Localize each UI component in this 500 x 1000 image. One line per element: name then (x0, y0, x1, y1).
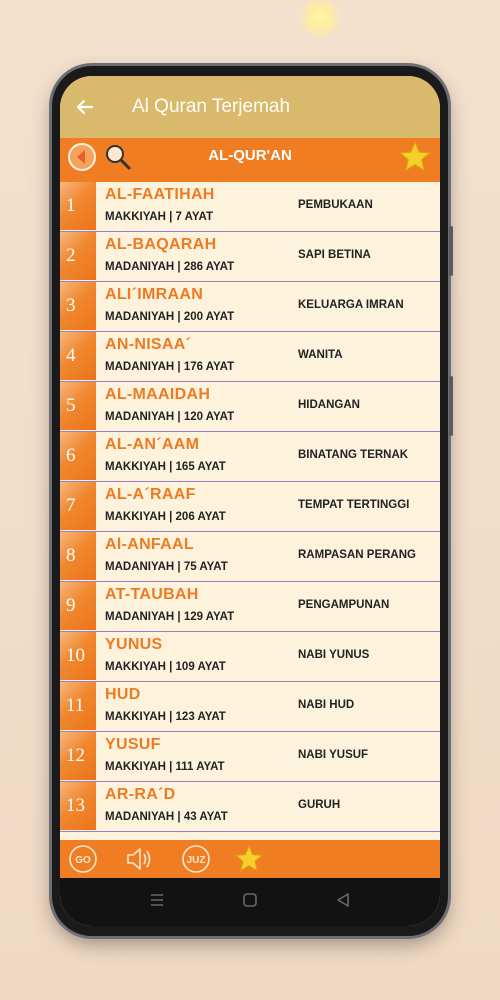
surah-meaning: NABI YUSUF (298, 749, 369, 761)
surah-meaning: SAPI BETINA (298, 249, 371, 261)
surah-meaning: TEMPAT TERTINGGI (298, 499, 410, 511)
surah-row[interactable] (60, 582, 440, 632)
surah-row[interactable] (60, 632, 440, 682)
surah-meaning: NABI HUD (298, 699, 355, 711)
surah-info: MADANIYAH | 200 AYAT (105, 311, 235, 323)
surah-row[interactable] (60, 182, 440, 232)
surah-meaning: HIDANGAN (298, 399, 360, 411)
back-triangle-icon[interactable] (335, 892, 351, 912)
phone-frame (52, 66, 448, 936)
surah-number: 13 (60, 782, 96, 830)
surah-name: AN-NISAA´ (105, 336, 192, 353)
recents-icon[interactable] (149, 892, 165, 912)
surah-name: YUNUS (105, 636, 163, 653)
surah-row[interactable] (60, 232, 440, 282)
screen (60, 76, 440, 926)
speaker-icon[interactable] (124, 844, 156, 874)
surah-info: MAKKIYAH | 111 AYAT (105, 761, 225, 773)
surah-info: MADANIYAH | 43 AYAT (105, 811, 228, 823)
surah-number: 5 (60, 382, 96, 430)
surah-row[interactable] (60, 332, 440, 382)
surah-info: MAKKIYAH | 165 AYAT (105, 461, 226, 473)
juz-label: JUZ (186, 855, 206, 866)
surah-name: HUD (105, 686, 141, 703)
surah-number: 10 (60, 632, 96, 680)
surah-number: 9 (60, 582, 96, 630)
surah-name: AT-TAUBAH (105, 586, 199, 603)
surah-row[interactable] (60, 532, 440, 582)
surah-name: ALI´IMRAAN (105, 286, 204, 303)
surah-number: 11 (60, 682, 96, 730)
surah-meaning: GURUH (298, 799, 341, 811)
juz-button[interactable] (180, 844, 212, 874)
toolbar (60, 138, 440, 182)
star-icon[interactable] (234, 844, 264, 874)
surah-number: 8 (60, 532, 96, 580)
surah-meaning: KELUARGA IMRAN (298, 299, 404, 311)
surah-row[interactable] (60, 482, 440, 532)
surah-meaning: PENGAMPUNAN (298, 599, 390, 611)
volume-button (449, 226, 453, 276)
app-bar (60, 76, 440, 138)
surah-name: YUSUF (105, 736, 161, 753)
arrow-left-icon[interactable] (72, 94, 98, 120)
surah-info: MADANIYAH | 176 AYAT (105, 361, 235, 373)
surah-number: 7 (60, 482, 96, 530)
surah-meaning: WANITA (298, 349, 343, 361)
surah-list[interactable] (60, 182, 440, 838)
surah-number: 4 (60, 332, 96, 380)
surah-row[interactable] (60, 682, 440, 732)
surah-info: MADANIYAH | 75 AYAT (105, 561, 228, 573)
surah-number: 6 (60, 432, 96, 480)
surah-row[interactable] (60, 282, 440, 332)
surah-meaning: PEMBUKAAN (298, 199, 373, 211)
surah-info: MAKKIYAH | 123 AYAT (105, 711, 226, 723)
surah-info: MADANIYAH | 286 AYAT (105, 261, 235, 273)
surah-name: AL-BAQARAH (105, 236, 217, 253)
toolbar-title: AL-QUR'AN (208, 147, 292, 164)
surah-info: MADANIYAH | 120 AYAT (105, 411, 235, 423)
surah-row[interactable] (60, 732, 440, 782)
star-icon[interactable] (398, 140, 432, 174)
power-button (449, 376, 453, 436)
surah-row[interactable] (60, 432, 440, 482)
surah-row[interactable] (60, 382, 440, 432)
app-title: Al Quran Terjemah (132, 96, 291, 117)
surah-meaning: RAMPASAN PERANG (298, 549, 416, 561)
surah-number: 12 (60, 732, 96, 780)
surah-meaning: BINATANG TERNAK (298, 449, 409, 461)
go-label: GO (75, 855, 91, 866)
surah-info: MADANIYAH | 129 AYAT (105, 611, 235, 623)
surah-number: 1 (60, 182, 96, 230)
surah-name: Al-ANFAAL (105, 536, 194, 553)
surah-row[interactable] (60, 782, 440, 832)
surah-number: 3 (60, 282, 96, 330)
system-nav-bar (60, 878, 440, 926)
surah-name: AL-MAAIDAH (105, 386, 211, 403)
surah-info: MAKKIYAH | 7 AYAT (105, 211, 214, 223)
surah-number: 2 (60, 232, 96, 280)
surah-info: MAKKIYAH | 206 AYAT (105, 511, 226, 523)
surah-meaning: NABI YUNUS (298, 649, 370, 661)
go-button[interactable] (68, 844, 98, 874)
surah-name: AL-AN´AAM (105, 436, 200, 453)
bottom-bar (60, 840, 440, 878)
home-icon[interactable] (242, 892, 258, 912)
surah-name: AR-RA´D (105, 786, 176, 803)
surah-name: AL-A´RAAF (105, 486, 196, 503)
surah-name: AL-FAATIHAH (105, 186, 215, 203)
surah-info: MAKKIYAH | 109 AYAT (105, 661, 226, 673)
